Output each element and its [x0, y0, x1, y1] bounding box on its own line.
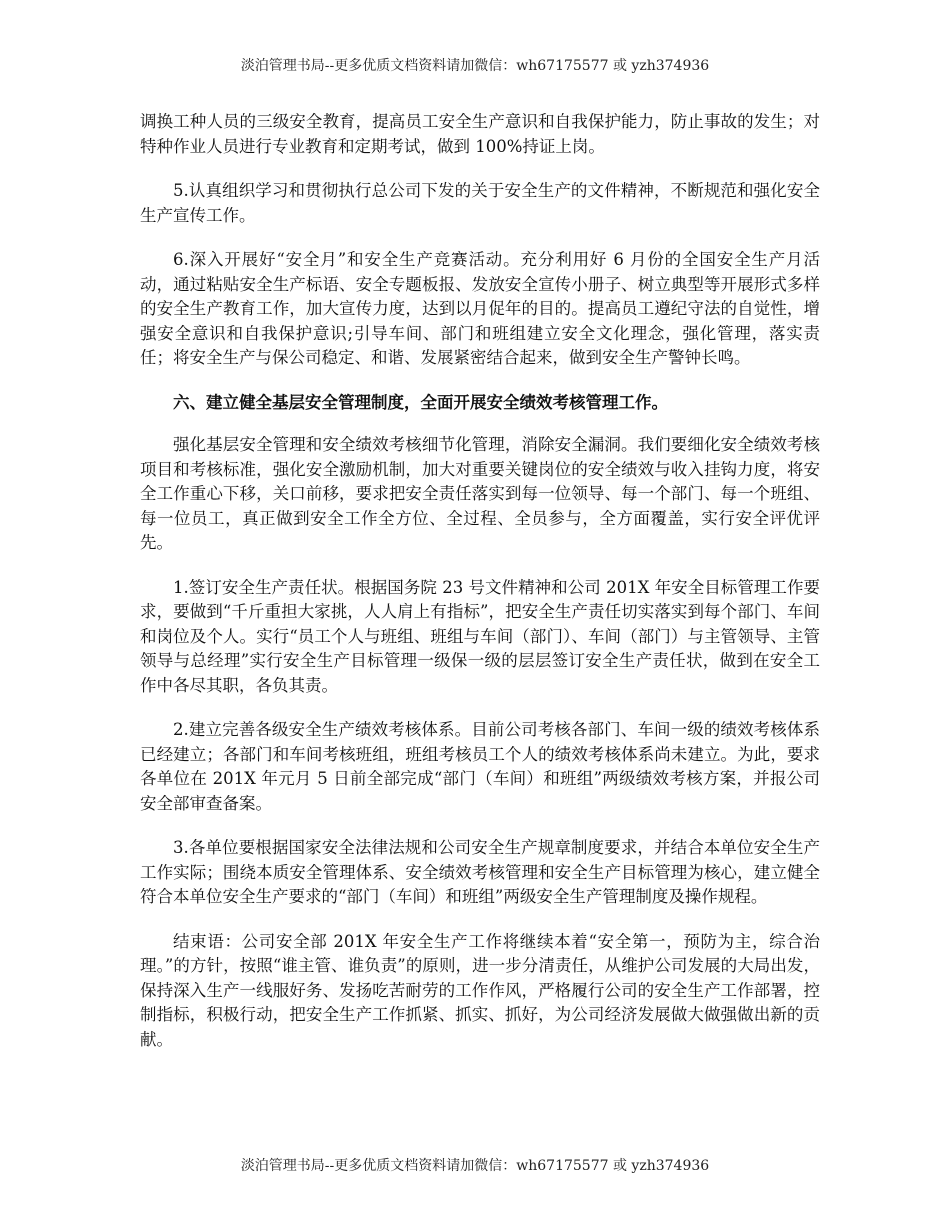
paragraph-item-3: 3.各单位要根据国家安全法律法规和公司安全生产规章制度要求，并结合本单位安全生产工作实际；围绕本质安全管理体系、安全绩效考核管理和安全生产目标管理为核心，建立健全符合本单位安全生产要求的“部门（车间）和班组”两级安全生产管理制度及操作规程。	[140, 838, 820, 906]
section-heading-6: 六、建立健全基层安全管理制度，全面开展安全绩效考核管理工作。	[173, 392, 668, 412]
paragraph-training: 调换工种人员的三级安全教育，提高员工安全生产意识和自我保护能力，防止事故的发生；对特种作业人员进行专业教育和定期考试，做到 100%持证上岗。	[140, 112, 820, 156]
paragraph-conclusion: 结束语：公司安全部 201X 年安全生产工作将继续本着“安全第一，预防为主，综合治理。”的方针，按照“谁主管、谁负责”的原则，进一步分清责任，从维护公司发展的大局出发，保持深入生产一线服好务、发扬吃苦耐劳的工作作风，严格履行公司的安全生产工作部署，控制指标，积极行动，把安全生产工作抓紧、抓实、抓好，为公司经济发展做大做强做出新的贡献。	[140, 931, 820, 1049]
document-body	[140, 110, 820, 1072]
paragraph-item-1: 1.签订安全生产责任状。根据国务院 23 号文件精神和公司 201X 年安全目标管理工作要求，要做到“千斤重担大家挑，人人肩上有指标”，把安全生产责任切实落实到每个部门、车间和岗位及个人。实行“员工个人与班组、班组与车间（部门）、车间（部门）与主管领导、主管领导与总经理”实行安全生产目标管理一级保一级的层层签订安全生产责任状，做到在安全工作中各尽其职，各负其责。	[140, 577, 820, 695]
paragraph-item-2: 2.建立完善各级安全生产绩效考核体系。目前公司考核各部门、车间一级的绩效考核体系已经建立；各部门和车间考核班组，班组考核员工个人的绩效考核体系尚未建立。为此，要求各单位在 201X 年元月 5 日前全部完成“部门（车间）和班组”两级绩效考核方案，并报公司安全部审查备案。	[140, 720, 820, 813]
paragraph-section-6-intro: 强化基层安全管理和安全绩效考核细节化管理，消除安全漏洞。我们要细化安全绩效考核项目和考核标准，强化安全激励机制，加大对重要关键岗位的安全绩效与收入挂钩力度，将安全工作重心下移，关口前移，要求把安全责任落实到每一位领导、每一个部门、每一个班组、每一位员工，真正做到安全工作全方位、全过程、全员参与，全方面覆盖，实行安全评优评先。	[140, 435, 820, 552]
paragraph-item-6: 6.深入开展好“安全月”和安全生产竞赛活动。充分利用好 6 月份的全国安全生产月活动，通过粘贴安全生产标语、安全专题板报、发放安全宣传小册子、树立典型等开展形式多样的安全生产教育工作，加大宣传力度，达到以月促年的目的。提高员工遵纪守法的自觉性，增强安全意识和自我保护意识;引导车间、部门和班组建立安全文化理念，强化管理，落实责任；将安全生产与保公司稳定、和谐、发展紧密结合起来，做到安全生产警钟长鸣。	[140, 250, 820, 367]
paragraph-item-5: 5.认真组织学习和贯彻执行总公司下发的关于安全生产的文件精神，不断规范和强化安全生产宣传工作。	[140, 181, 820, 225]
page-footer: 淡泊管理书局--更多优质文档资料请加微信：wh67175577 或 yzh374936	[240, 1158, 710, 1174]
page-header: 淡泊管理书局--更多优质文档资料请加微信：wh67175577 或 yzh374936	[240, 58, 710, 74]
